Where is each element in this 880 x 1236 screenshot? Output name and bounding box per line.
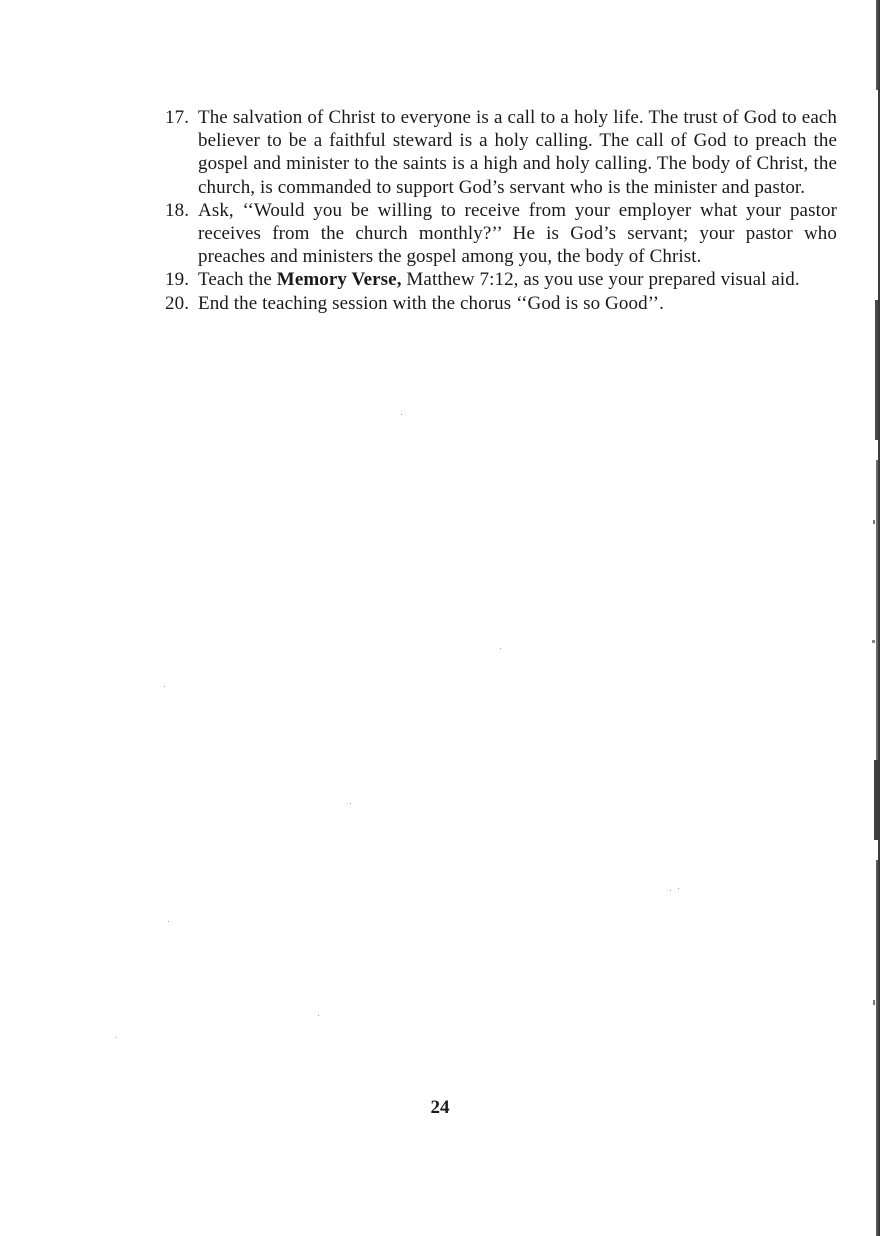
scan-speck: [116, 1037, 117, 1038]
memory-verse-emphasis: Memory Verse,: [276, 269, 402, 291]
item-number: 20.: [165, 292, 190, 314]
scan-speck: [318, 1015, 319, 1016]
numbered-list: [165, 106, 837, 315]
item-text: The salvation of Christ to everyone is a call to a holy life. The trust of God to each believer to be a faithful steward is a holy calling. The call of God to preach the gospel and minister to the saints is a high and holy calling. The body of Christ, the church, is commanded to support God’s servant who is the minister and pastor.: [198, 107, 837, 198]
item-text-after: Matthew 7:12, as you use your prepared visual aid.: [401, 269, 800, 291]
item-text: End the teaching session with the chorus ‘‘God is so Good’’.: [198, 292, 664, 314]
list-item-18: [165, 199, 837, 269]
item-number: 19.: [165, 269, 190, 291]
list-item-19: [165, 268, 837, 291]
scan-edge-artifact: [870, 0, 880, 1236]
list-item-20: [165, 292, 837, 315]
scan-speck: [678, 888, 679, 889]
scan-speck: [670, 890, 671, 891]
list-item-17: [165, 106, 837, 199]
scan-speck: [350, 803, 351, 804]
item-text: Ask, ‘‘Would you be willing to receive from your employer what your pastor receives from the church monthly?’’ He is God’s servant; your pastor who preaches and ministers the gospel among you, the body of Christ.: [198, 199, 837, 268]
scan-speck: [401, 414, 402, 415]
scan-speck: [500, 648, 501, 649]
item-number: 17.: [165, 107, 190, 128]
scan-speck: [168, 921, 169, 922]
page-number: 24: [430, 1097, 450, 1118]
item-number: 18.: [165, 199, 190, 221]
item-text-before: Teach the: [198, 269, 277, 291]
item-text: [198, 269, 800, 290]
scan-speck: [164, 686, 165, 687]
